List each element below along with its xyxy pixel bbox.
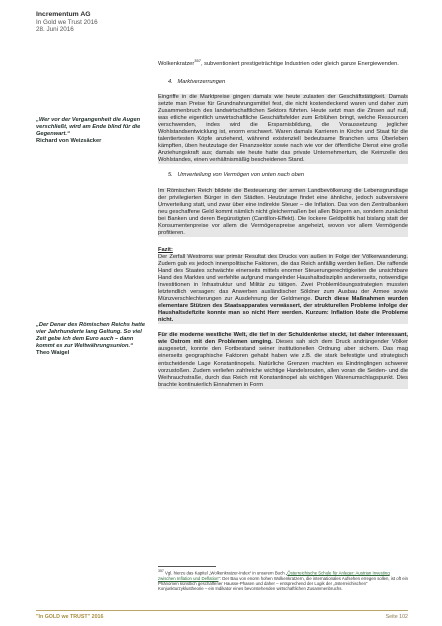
quote-author: Theo Waigel (36, 350, 70, 357)
sidebar-quote-2 (36, 322, 150, 357)
footnote-book-link[interactable]: Österreichische Schule für Anleger: Austrian Investing zwischen Inflation und Deflation (158, 570, 390, 581)
page-number: Seite 102 (385, 614, 408, 620)
footnote: $^{357}$ Vgl. hierzu das Kapitel „Wolkenkratzer-Index“ in unserem Buch „Österreichische Schule für Anleger: Austrian Investing zwischen Inflation und Deflation“: Der Bau von enorm hohen Wolkenkratzern, die internationales Aufsehen erregen sollen, ist oft ein Phänomen künstlich geschaffener Hausse-Phasen und daher – entsprechend der Logik der „österreichischen“ Konjunkturzyklustheorie – ein Indikator eines bevorstehenden wirtschaftlichen Zusammenbruchs. (158, 569, 409, 592)
report-date: 28. Juni 2016 (36, 26, 74, 34)
intro-paragraph: Wolkenkratzer$^{357}$, subventioniert prestigeträchtige Industrien oder gleich ganze Energiewenden. (158, 58, 399, 67)
main-column (158, 57, 408, 389)
fazit-label: Fazit: (158, 246, 173, 253)
paragraph-redistribution: Im Römischen Reich bildete die Besteuerung der armen Landbevölkerung die Lebensgrundlage der privilegierten Bürger in den Städten. Heutzutage findet eine ähnliche, jedoch subversivere Umverteilung statt, und zwar über eine indirekte Steuer – die Inflation. Das von den Zentralbanken neu geschaffene Geld kommt nämlich nicht gleichermaßen bei allen Bürgern an, sondern zunächst bei Banken und deren Begünstigten (Cantillon-Effekt). Die lockere Geldpolitik hat bislang statt der Konsumentenpreise vor allem die Vermögenspreise angeheizt, wovon vor allem Vermögende profitieren. (158, 187, 408, 236)
footer-publication: "In GOLD we TRUST" 2016 (36, 614, 104, 620)
section-heading-4: 4. Marktverzerrungen (168, 78, 226, 85)
company-name: Incrementum AG (36, 11, 91, 18)
quote-author: Richard von Weizsäcker (36, 138, 102, 145)
quote-text: „Der Denar des Römischen Reichs hatte vier Jahrhunderte lang Geltung. So viel Zeit gebe ich dem Euro auch – dann kommt es zur Weltwährungsunion.“ (36, 322, 146, 350)
footnote-separator (158, 566, 216, 567)
paragraph-eastern-rome: Für die moderne westliche Welt, die tief in der Schuldenkrise steckt, ist daher interessant, wie Ostrom mit den Problemen umging. Dieses sah sich dem Druck andrängender Völker ausgesetzt, konnte den Fortbestand seiner institutionellen Ordnung aber sichern. Das mag einerseits geographische Faktoren gehabt haben wie z.B. die stark befestigte und strategisch entscheidende Lage Konstantinopels. Natürliche Grenzen machten es Eindringlingen schwerer vorzustoßen. Zudem verliefen zahlreiche wichtige Handelsrouten, allen voran die Seiden- und die Weihrauchstraße, durch das Reich mit Konstantinopel als wichtigen Warenumschlagspunkt. Dies brachte kontinuierlich Einnahmen in Form (158, 332, 408, 388)
quote-text: „Wer vor der Vergangenheit die Augen verschließt, wird am Ende blind für die Gegenwart.“ (36, 117, 141, 138)
report-title: In Gold we Trust 2016 (36, 18, 98, 26)
paragraph-market-distortions: Eingriffe in die Marktpreise gingen damals wie heute zulasten der Geschäftstätigkeit. Damals setzte man Preise für Grundnahrungsmittel fest, die nicht kostendeckend waren und daher zum Zusammenbruch des landwirtschaftlichen Sektors führten. Heute setzt man die Zinsen auf null, was etliche eigentlich unwirtschaftliche Geschäftsfelder zum Erblühen bringt, welche Ressourcen verschwenden, indes wird die Ersparnisbildung, die Voraussetzung jeglicher Wohlstandsentwicklung ist, enorm erschwert. Waren damals Karrieren in Kirche und Staat für die talentiertesten Köpfe anziehend, während existenziell bedeutsame Branchen ums Überleben kämpften, üben heutzutage der Finanzsektor sowie nach wie vor der öffentliche Dienst eine große Anziehungskraft aus; damals wie heute hatte das private Unternehmertum, die Keimzelle des Wohlstandes, einen verhältnismäßig bescheidenen Stand. (158, 93, 408, 164)
footer-rule (36, 610, 408, 611)
section-heading-5: 5. Umverteilung von Vermögen von unten nach oben (168, 172, 305, 179)
sidebar-quote-1 (36, 117, 150, 145)
paragraph-conclusion: Der Zerfall Westroms war primär Resultat des Drucks von außen in Folge der Völkerwanderung. Zudem gab es jedoch innenpolitische Faktoren, die das Reich anfällig werden ließen. Die raffende Hand des Staates schwächte einerseits mittels enormer Steuerungerechtigkeiten die unsichtbare Hand des Marktes und verfehlte aufgrund mangelnder Haushaltsdisziplin andererseits, notwendige Investitionen in Infrastruktur und Militär zu tätigen. Zwei Problemlösungsstrategien mussten letztendlich versagen: das Anwerben ausländischer Söldner zum Ausbau der Armee sowie Münzverschlechterungen zur Ausdehnung der Geldmenge. Durch diese Maßnahmen wurden elementare Stützen des Staatsapparates verwässert, der strukturellen Probleme infolge der Haushaltsdefizite konnte man so nicht Herr werden. Kurzum: Inflation löste die Probleme nicht. (158, 253, 408, 324)
document-header (36, 11, 98, 34)
